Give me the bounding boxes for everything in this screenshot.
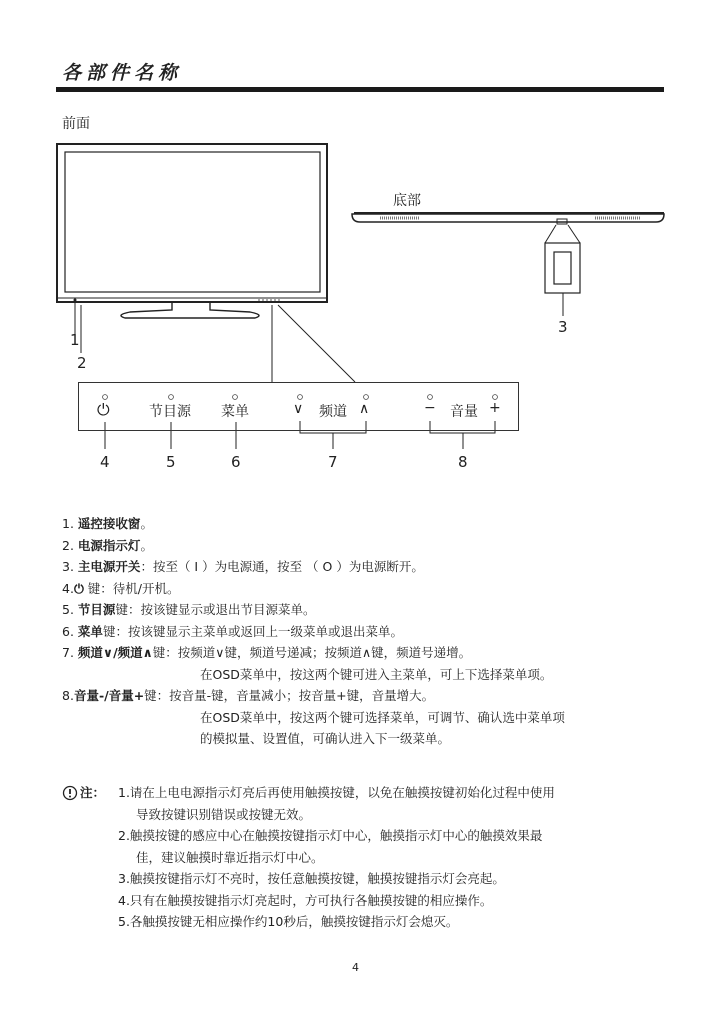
description-item: 7. 频道∨/频道∧键：按频道∨键，频道号递减；按频道∧键，频道号递增。 bbox=[62, 645, 472, 660]
description-item: 1. 遥控接收窗。 bbox=[62, 516, 153, 531]
volume-up-button[interactable]: + bbox=[489, 400, 501, 416]
callout-7: 7 bbox=[328, 453, 338, 471]
power-switch bbox=[554, 252, 571, 284]
tv-screen bbox=[65, 152, 320, 292]
note-item: 1.请在上电电源指示灯亮后再使用触摸按键，以免在触摸按键初始化过程中使用 bbox=[118, 785, 555, 800]
power-button[interactable]: ⏻ bbox=[97, 400, 110, 419]
page-number: 4 bbox=[352, 961, 359, 974]
callout-2: 2 bbox=[77, 354, 87, 372]
notes-section bbox=[62, 782, 672, 933]
channel-label: 频道 bbox=[319, 404, 347, 420]
note-item: 3.触摸按键指示灯不亮时，按任意触摸按键，触摸按键指示灯会亮起。 bbox=[118, 871, 505, 886]
callout-6: 6 bbox=[231, 453, 241, 471]
front-label: 前面 bbox=[62, 116, 90, 132]
callout-3: 3 bbox=[558, 318, 568, 336]
description-item: 2. 电源指示灯。 bbox=[62, 537, 153, 553]
description-item: 3. 主电源开关：按至（ I ）为电源通，按至 （ O ）为电源断开。 bbox=[62, 559, 424, 574]
description-continuation: 在OSD菜单中，按这两个键可进入主菜单，可上下选择菜单项。 bbox=[200, 666, 553, 682]
description-item: 5. 节目源键：按该键显示或退出节目源菜单。 bbox=[62, 602, 316, 617]
remote-sensor bbox=[74, 299, 77, 302]
note-item: 5.各触摸按键无相应操作约10秒后，触摸按键指示灯会熄灭。 bbox=[118, 914, 459, 929]
description-item: 6. 菜单键：按该键显示主菜单或返回上一级菜单或退出菜单。 bbox=[62, 623, 403, 639]
source-button[interactable]: 节目源 bbox=[149, 404, 191, 420]
bottom-label: 底部 bbox=[393, 193, 421, 209]
tv-bezel bbox=[57, 144, 327, 302]
callout-1: 1 bbox=[70, 331, 80, 349]
power-icon: ⏻ bbox=[73, 580, 84, 596]
notes-label: 注： bbox=[80, 785, 106, 800]
description-item: 4.⏻ 键：待机/开机。 bbox=[62, 580, 180, 596]
note-item: 2.触摸按键的感应中心在触摸按键指示灯中心，触摸指示灯中心的触摸效果最 bbox=[118, 828, 543, 843]
description-item: 8.音量-/音量+键：按音量-键，音量减小；按音量+键，音量增大。 bbox=[62, 688, 435, 703]
description-list bbox=[62, 513, 682, 750]
channel-up-button[interactable]: ∧ bbox=[359, 401, 370, 417]
volume-down-button[interactable]: − bbox=[424, 400, 436, 416]
menu-button[interactable]: 菜单 bbox=[221, 404, 249, 420]
channel-down-button[interactable]: ∨ bbox=[293, 401, 304, 417]
volume-label: 音量 bbox=[450, 404, 478, 420]
section-title: 各部件名称 bbox=[62, 62, 183, 84]
callout-5: 5 bbox=[166, 453, 176, 471]
warning-icon bbox=[62, 785, 78, 801]
description-continuation: 的模拟量、设置值，可确认进入下一级菜单。 bbox=[200, 731, 451, 746]
power-switch-frame bbox=[545, 243, 580, 293]
note-item-cont: 导致按键识别错误或按键无效。 bbox=[136, 806, 312, 822]
note-item: 4.只有在触摸按键指示灯亮起时，方可执行各触摸按键的相应操作。 bbox=[118, 892, 493, 908]
callout-8: 8 bbox=[458, 453, 468, 471]
tv-stand bbox=[121, 302, 259, 318]
description-continuation: 在OSD菜单中，按这两个键可选择菜单，可调节、确认选中菜单项 bbox=[200, 709, 565, 725]
note-item-cont: 佳，建议触摸时靠近指示灯中心。 bbox=[136, 849, 324, 865]
callout-4: 4 bbox=[100, 453, 110, 471]
